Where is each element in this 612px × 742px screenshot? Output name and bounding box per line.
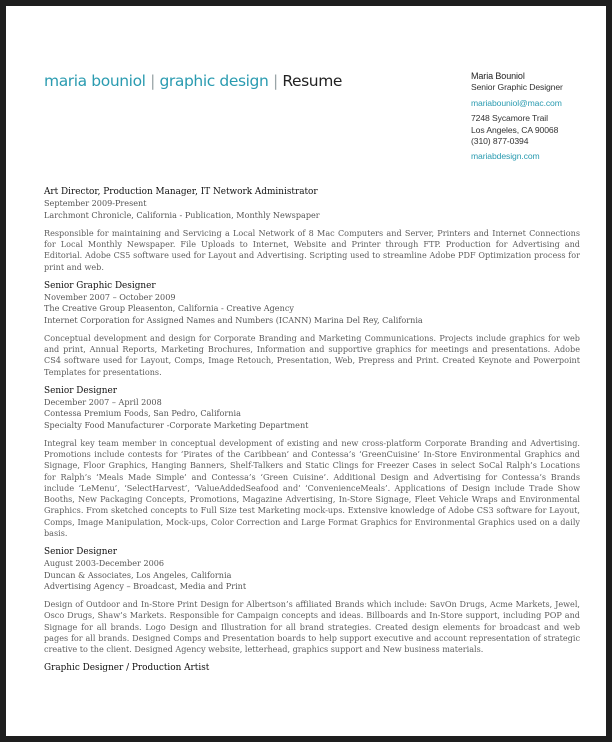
job-title: Senior Designer [44, 385, 117, 396]
title-name: maria bouniol [44, 72, 146, 90]
job-company: Duncan & Associates, Los Angeles, California [44, 569, 232, 580]
job-title: Senior Designer [44, 547, 117, 557]
contact-city: Los Angeles, CA 90068 [471, 124, 559, 135]
resume-page [6, 6, 606, 736]
job-title: Senior Graphic Designer [44, 280, 156, 291]
resume-title [44, 72, 342, 90]
job-company: The Creative Group Pleasenton, California - Creative Agency [44, 303, 294, 314]
contact-phone: (310) 877-0394 [471, 136, 529, 147]
page-bottom-fade [6, 696, 606, 736]
title-separator: | [268, 72, 283, 90]
title-doc-type: Resume [282, 72, 343, 90]
job-entry [44, 663, 580, 674]
job-description: Integral key team member in conceptual development of existing and new cross-platform Corporate Branding and Advertising. Promotions include contests for ‘Pirates of the Caribbean’ and Contessa’s ‘GreenCuisine’ In-Store Environmental Graphics and Signage, Floor Graphics, Hanging Banners, Shelf-Talkers and Static Clings for Freezer Cases in select SoCal Ralph’s Locations for Ralph’s ‘Meals Made Simple’ and Contessa’s ‘Green Cuisine’. Additional Design and Advertising for Contessa’s Brands include ‘LeMenu’, ‘SelectHarvest’, ‘ValueAddedSeafood and’ ‘ConvenienceMeals’. Applications of Design include Trade Show Booths, New Packaging Concepts, Promotions, Magazine Advertising, In-Store Signage, Fleet Vehicle Wraps and Environmental Graphics. From sketched concepts to Full Size test Marketing mock-ups. Extensive knowledge of Adobe CS3 software for Layout, Comps, Image Manipulation, Mock-ups, Color Correction and Large Format Graphics for Environmental Graphics used on a daily basis. [44, 437, 580, 538]
job-entry [44, 386, 580, 539]
contact-role: Senior Graphic Designer [471, 82, 563, 93]
contact-email-link[interactable]: mariabouniol@mac.com [471, 97, 562, 108]
job-dates: December 2007 – April 2008 [44, 397, 162, 407]
job-description: Conceptual development and design for Corporate Branding and Marketing Communications. Projects include graphics for web and print, Annual Reports, Marketing Brochures, Information and supportive graphics for meetings and presentations. Adobe CS4 software used for Layout, Comps, Image Retouch, Presentation, Web, Prepress and Print. Created Keynote and Powerpoint Templates for presentations. [44, 332, 580, 377]
job-dates: November 2007 – October 2009 [44, 292, 176, 302]
job-dates: September 2009-Present [44, 198, 147, 209]
job-agency-type: Advertising Agency – Broadcast, Media and Print [44, 580, 247, 591]
job-entry [44, 281, 580, 378]
job-description: Design of Outdoor and In-Store Print Design for Albertson’s affiliated Brands which include: SavOn Drugs, Acme Markets, Jewel, Osco Drugs, Shaw’s Markets. Responsible for Campaign concepts and ideas. Billboards and In-Store support, including POP and Signage for all brands. Logo Design and Illustration for all brand strategies. Created design elements for broadcast and web pages for all brands. Designed Comps and Presentation boards to help support executive and account representation of strategic creative to the client. Designed Agency website, letterhead, graphics support and New business materials. [44, 599, 580, 654]
job-department: Specialty Food Manufacturer -Corporate Marketing Department [44, 419, 309, 430]
job-title: Graphic Designer / Production Artist [44, 663, 210, 674]
job-dates: August 2003-December 2006 [44, 558, 165, 569]
title-field: graphic design [159, 72, 269, 90]
job-title: Art Director, Production Manager, IT Network Administrator [44, 187, 318, 197]
job-entry [44, 187, 580, 273]
job-entry [44, 547, 580, 655]
experience-section [44, 187, 580, 683]
contact-name: Maria Bouniol [471, 71, 525, 81]
title-separator: | [145, 72, 160, 90]
job-client: Internet Corporation for Assigned Names and Numbers (ICANN) Marina Del Rey, California [44, 314, 423, 325]
contact-website-link[interactable]: mariabdesign.com [471, 151, 540, 162]
contact-block [471, 71, 563, 163]
job-company: Larchmont Chronicle, California - Publication, Monthly Newspaper [44, 209, 320, 220]
job-description: Responsible for maintaining and Servicing a Local Network of 8 Mac Computers and Server, Printers and Internet Connections for Local Monthly Newspaper. File Uploads to Internet, Website and Printer through FTP. Production for Advertising and Editorial. Adobe CS5 software used for Layout and Advertising. Scripting used to streamline Adobe PDF Optimization process for print and web. [44, 227, 580, 272]
contact-street: 7248 Sycamore Trail [471, 113, 548, 124]
job-company: Contessa Premium Foods, San Pedro, California [44, 408, 241, 419]
